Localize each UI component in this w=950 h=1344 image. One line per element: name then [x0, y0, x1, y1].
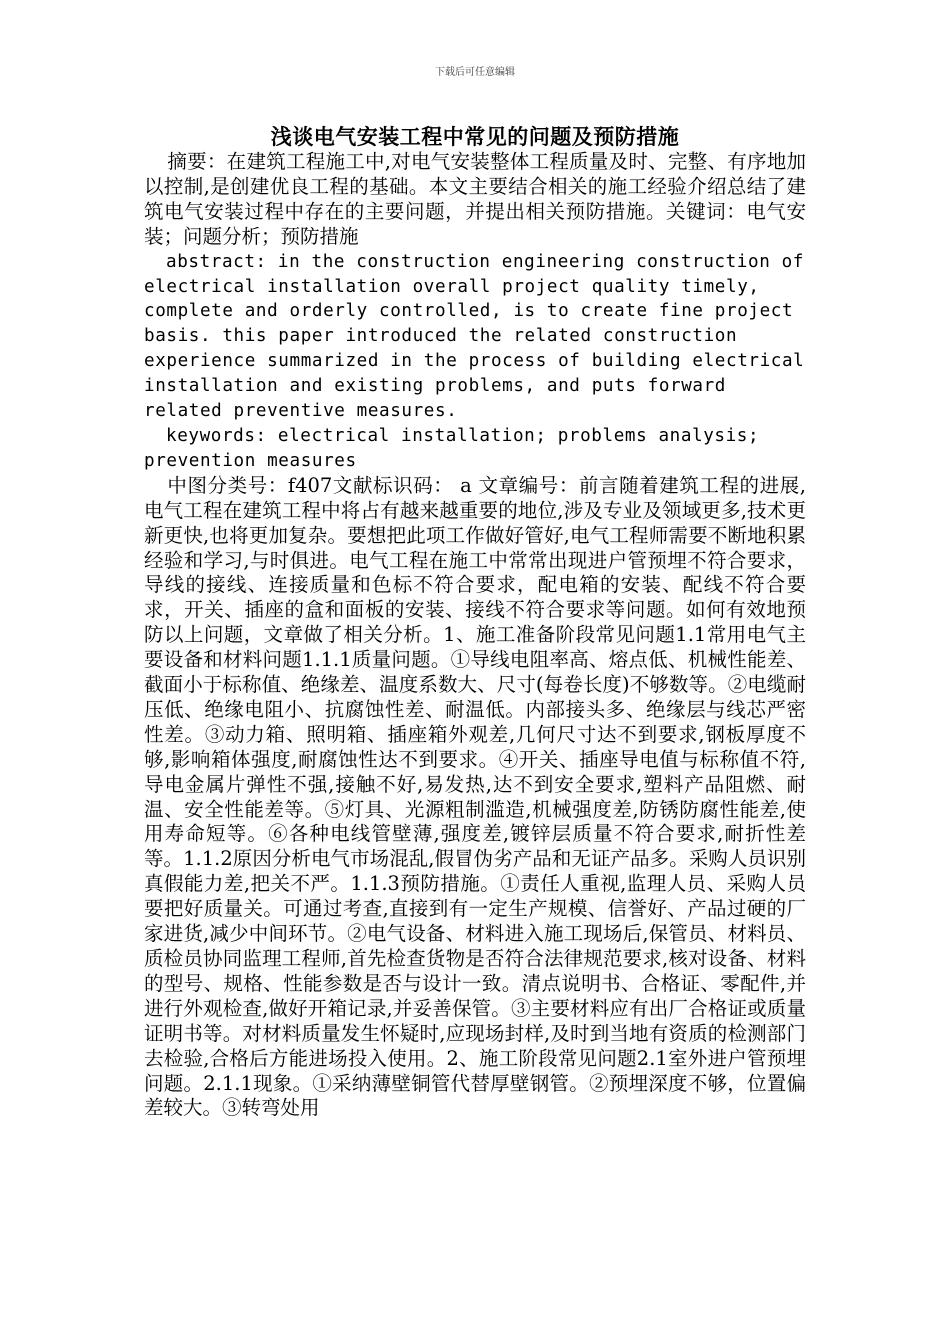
document-title: 浅谈电气安装工程中常见的问题及预防措施: [270, 125, 680, 149]
abstract-chinese: 摘要：在建筑工程施工中,对电气安装整体工程质量及时、完整、有序地加以控制,是创建优良工程的基础。本文主要结合相关的施工经验介绍总结了建筑电气安装过程中存在的主要问题，并提出相关预防措施。关键词：电气安装；问题分析；预防措施: [144, 150, 806, 248]
keywords-english: keywords: electrical installation; problems analysis; prevention measures: [144, 425, 760, 471]
document-body: [144, 150, 806, 1121]
page-header-note: 下载后可任意编辑: [435, 67, 515, 78]
abstract-english: abstract: in the construction engineering construction of electrical installation overall project quality timely, complete and orderly controlled, is to create fine project basis. this paper introduced the related construction experience summarized in the process of building electrical installation and existing problems, and puts forward related preventive measures.: [144, 251, 805, 422]
body-paragraph: 中图分类号：f407文献标识码： a 文章编号：前言随着建筑工程的进展,电气工程在建筑工程中将占有越来越重要的地位,涉及专业及领域更多,技术更新更快,也将更加复杂。要想把此项工作做好管好,电气工程师需要不断地积累经验和学习,与时俱进。电气工程在施工中常常出现进户管预埋不符合要求，导线的接线、连接质量和色标不符合要求，配电箱的安装、配线不符合要求，开关、插座的盒和面板的安装、接线不符合要求等问题。如何有效地预防以上问题，文章做了相关分析。1、施工准备阶段常见问题1.1常用电气主要设备和材料问题1.1.1质量问题。①导线电阻率高、熔点低、机械性能差、截面小于标称值、绝缘差、温度系数大、尺寸(每卷长度)不够数等。②电缆耐压低、绝缘电阻小、抗腐蚀性差、耐温低。内部接头多、绝缘层与线芯严密性差。③动力箱、照明箱、插座箱外观差,几何尺寸达不到要求,钢板厚度不够,影响箱体强度,耐腐蚀性达不到要求。④开关、插座导电值与标称值不符,导电金属片弹性不强,接触不好,易发热,达不到安全要求,塑料产品阻燃、耐温、安全性能差等。⑤灯具、光源粗制滥造,机械强度差,防锈防腐性能差,使用寿命短等。⑥各种电线管壁薄,强度差,镀锌层质量不符合要求,耐折性差等。1.1.2原因分析电气市场混乱,假冒伪劣产品和无证产品多。采购人员识别真假能力差,把关不严。1.1.3预防措施。①责任人重视,监理人员、采购人员要把好质量关。可通过考查,直接到有一定生产规模、信誉好、产品过硬的厂家进货,减少中间环节。②电气设备、材料进入施工现场后,保管员、材料员、质检员协同监理工程师,首先检查货物是否符合法律规范要求,核对设备、材料的型号、规格、性能参数是否与设计一致。清点说明书、合格证、零配件,并进行外观检查,做好开箱记录,并妥善保管。③主要材料应有出厂合格证或质量证明书等。对材料质量发生怀疑时,应现场封样,及时到当地有资质的检测部门去检验,合格后方能进场投入使用。2、施工阶段常见问题2.1室外进户管预埋问题。2.1.1现象。①采纳薄壁铜管代替厚壁钢管。②预埋深度不够，位置偏差较大。③转弯处用: [144, 473, 806, 1120]
